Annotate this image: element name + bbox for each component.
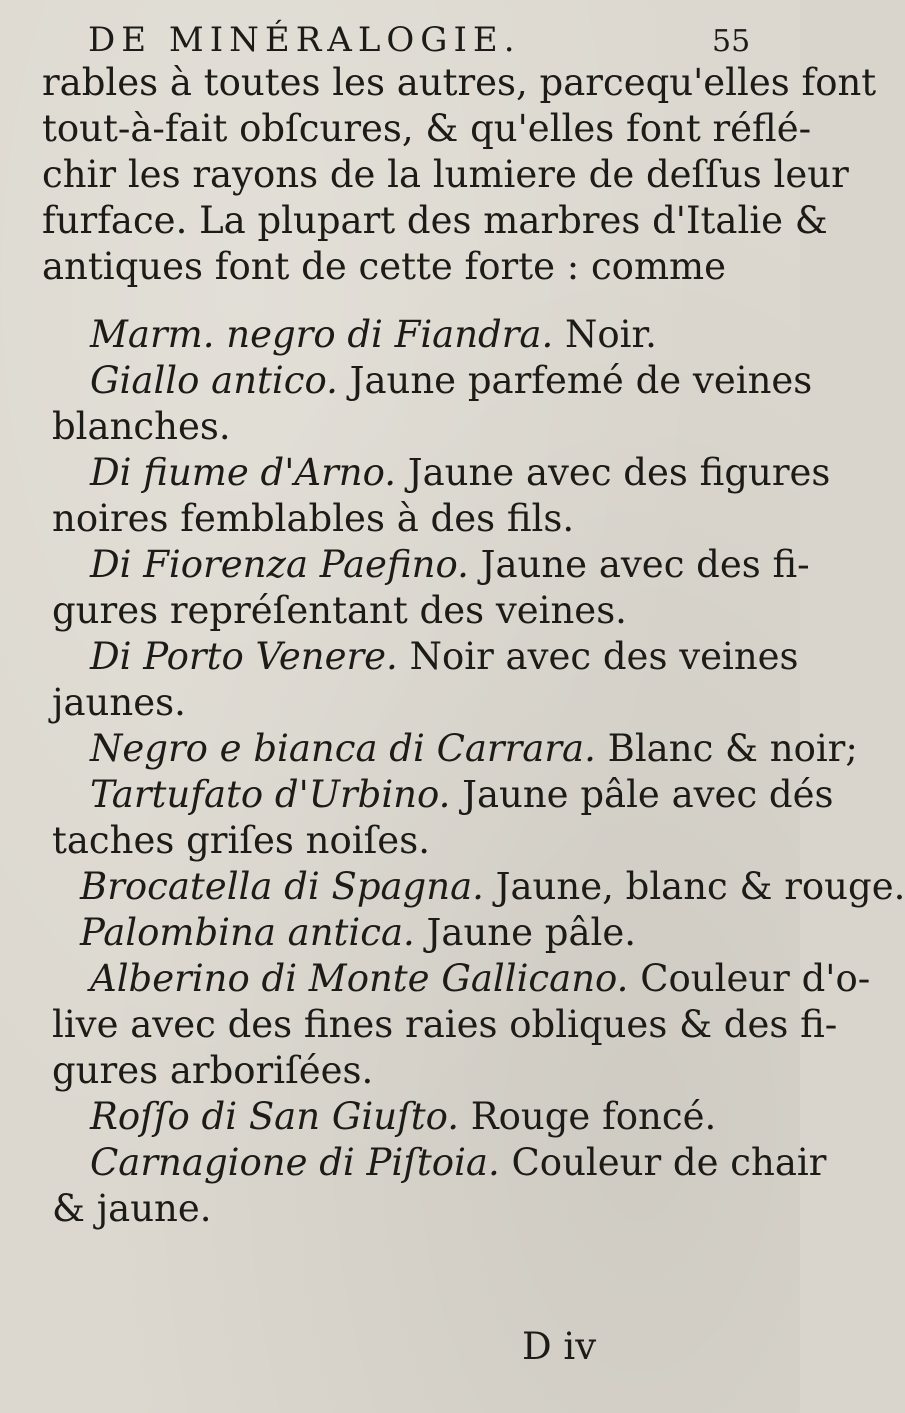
marble-description: Noir avec des veines [397,635,799,678]
text-line: blanches. [52,405,231,448]
text-line: gures arboriſées. [52,1049,374,1092]
text-line: noires femblables à des fils. [52,497,575,540]
marble-name: Di Porto Venere. [90,635,398,678]
text-line: jaunes. [52,681,186,724]
marble-entry [42,542,810,588]
marble-entry [42,772,834,818]
marble-name: Roſſo di San Giuſto. [90,1095,460,1138]
text-line: rables à toutes les autres, parcequ'elles font [42,61,877,104]
marble-name: Carnagione di Piſtoia. [90,1141,500,1184]
marble-entry [42,910,776,956]
marble-description: Jaune parfemé de veines [337,359,813,402]
marble-entry [42,726,858,772]
marble-description: Blanc & noir; [595,727,858,770]
marble-description: Jaune avec des figures [396,451,831,494]
marble-name: Di Fiorenza Paefino. [90,543,469,586]
marble-entry [42,1140,827,1186]
page-number: 55 [712,24,751,59]
text-line: taches griſes noiſes. [52,819,430,862]
marble-name: Tartufato d'Urbino. [90,773,451,816]
marble-description: Jaune pâle avec dés [450,773,834,816]
marble-description: Jaune, blanc & rouge. [483,865,905,908]
text-line: live avec des fines raies obliques & des fi- [52,1003,838,1046]
marble-description: Noir. [553,313,657,356]
marble-entry [42,956,871,1002]
marble-entry [42,634,799,680]
marble-name: Giallo antico. [90,359,338,402]
text-line: antiques font de cette forte : comme [42,245,727,288]
marble-entry [42,358,813,404]
marble-description: Jaune pâle. [414,911,637,954]
marble-description: Jaune avec des fi- [468,543,810,586]
marble-description: Couleur de chair [499,1141,827,1184]
marble-entry [42,450,831,496]
marble-entry [42,312,776,358]
body-text [42,60,905,1232]
spacer [42,290,776,312]
marble-name: Di fiume d'Arno. [90,451,396,494]
text-line: chir les rayons de la lumiere de deſſus leur [42,153,849,196]
marble-name: Marm. negro di Fiandra. [90,313,554,356]
running-head: DE MINÉRALOGIE. [88,20,521,60]
marble-description: Rouge foncé. [459,1095,717,1138]
marble-name: Alberino di Monte Gallicano. [90,957,629,1000]
marble-description: Couleur d'o- [628,957,871,1000]
text-line: gures repréſentant des veines. [52,589,627,632]
marble-name: Palombina antica. [80,911,415,954]
marble-name: Negro e bianca di Carrara. [90,727,596,770]
catchword: D iv [522,1325,597,1368]
text-line: tout-à-fait obſcures, & qu'elles font réflé- [42,107,812,150]
page-header [0,18,800,62]
marble-name: Brocatella di Spagna. [80,865,484,908]
text-line: furface. La plupart des marbres d'Italie & [42,199,828,242]
marble-entry [42,1094,776,1140]
marble-entry [42,864,905,910]
text-line: & jaune. [52,1187,212,1230]
